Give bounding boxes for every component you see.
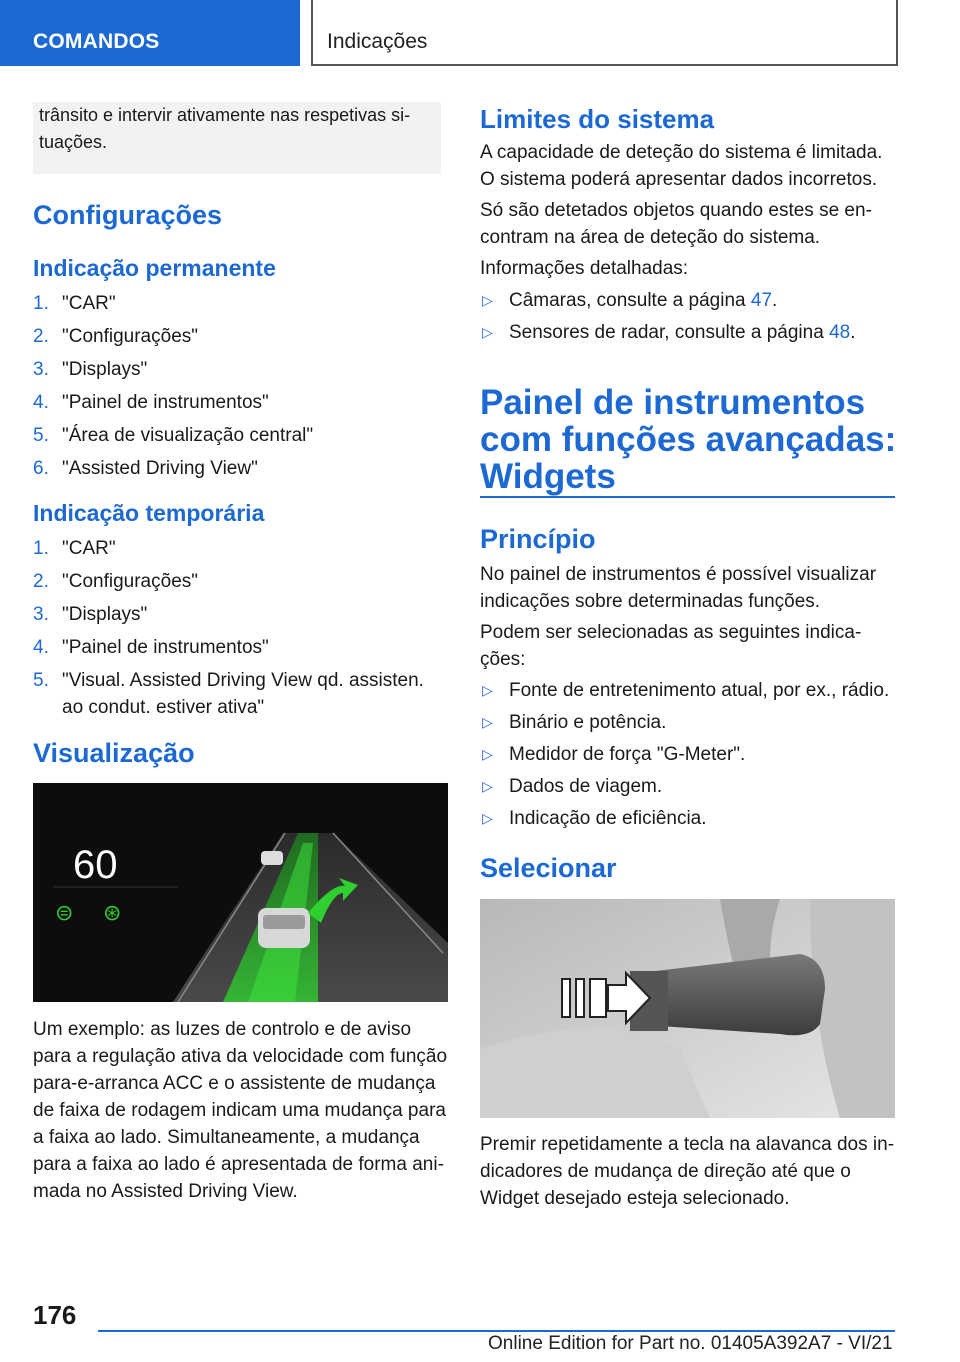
instrument-cluster-image [33, 783, 448, 1002]
chapter-rule [480, 496, 895, 498]
limits-heading: Limites do sistema [480, 104, 715, 134]
list-item: ▷ Binário e potência. [480, 709, 895, 741]
page-link[interactable]: 47 [750, 290, 773, 311]
cluster-illustration [33, 783, 448, 1002]
limits-list [480, 287, 895, 351]
steering-assist-icon: ⊛ [103, 900, 122, 925]
list-item: ▷ Câmaras, consulte a página 47. [480, 287, 895, 319]
triangle-bullet-icon: ▷ [482, 714, 493, 730]
speed-readout: 60 [73, 843, 118, 887]
list-item: 1. "CAR" [33, 538, 116, 559]
triangle-bullet-icon: ▷ [482, 292, 493, 308]
acc-warning-icon: ⊜ [55, 900, 74, 925]
stalk-image [480, 899, 895, 1118]
limits-paragraph-3: Informações detalhadas: [480, 258, 689, 279]
list-item: 4. "Painel de instrumentos" [33, 392, 269, 413]
limits-paragraph-1: A capacidade de deteção do sistema é limitada. O sistema poderá apresentar dados incorretos. [480, 142, 883, 190]
permanent-steps-list [33, 290, 448, 488]
visualization-heading: Visualização [33, 738, 195, 768]
page-link[interactable]: 48 [829, 322, 851, 343]
chapter-title-line-2: com funções avançadas: [480, 420, 897, 459]
select-heading: Selecionar [480, 853, 617, 883]
list-item: 5. "Visual. Assisted Driving View qd. assisten. ao condut. estiver ativa" [33, 670, 424, 718]
list-item: ▷ Dados de viagem. [480, 773, 895, 805]
list-item: ▷ Sensores de radar, consulte a página 48. [480, 319, 895, 351]
triangle-bullet-icon: ▷ [482, 778, 493, 794]
list-item: 1. "CAR" [33, 293, 116, 314]
edition-footer: Online Edition for Part no. 01405A392A7 - VI/21 [488, 1333, 893, 1354]
temporary-heading: Indicação temporária [33, 500, 265, 526]
continuation-note: trânsito e intervir ativamente nas respetivas situações. [33, 102, 441, 174]
triangle-bullet-icon: ▷ [482, 810, 493, 826]
temporary-steps-list [33, 535, 448, 727]
footer-rule [98, 1330, 895, 1332]
list-item: 5. "Área de visualização central" [33, 425, 314, 446]
subsection-header [311, 0, 898, 66]
principle-paragraph-1: No painel de instrumentos é possível visualizar indicações sobre determinadas funções. [480, 564, 877, 612]
cluster-caption: Um exemplo: as luzes de controlo e de aviso para a regulação ativa da velocidade com função para-e-arranca ACC e o assistente de mudança de faixa de rodagem indicam uma mudança para a faixa ao lado. Simultaneamente, a mudança para a faixa ao lado é apresentada de forma animada no Assisted Driving View. [33, 1019, 448, 1202]
triangle-bullet-icon: ▷ [482, 746, 493, 762]
list-item: ▷ Medidor de força "G-Meter". [480, 741, 895, 773]
list-item: ▷ Indicação de eficiência. [480, 805, 895, 837]
section-tab [0, 0, 300, 66]
principle-paragraph-2: Podem ser selecionadas as seguintes indicações: [480, 622, 862, 670]
list-item: 3. "Displays" [33, 604, 148, 625]
triangle-bullet-icon: ▷ [482, 324, 493, 340]
list-item: 3. "Displays" [33, 359, 148, 380]
list-item: 6. "Assisted Driving View" [33, 458, 258, 479]
principle-heading: Princípio [480, 524, 596, 554]
section-label: COMANDOS [33, 30, 160, 53]
chapter-title-line-3: Widgets [480, 457, 616, 496]
list-item: ▷ Fonte de entretenimento atual, por ex., rádio. [480, 677, 895, 709]
list-item: 4. "Painel de instrumentos" [33, 637, 269, 658]
subsection-label: Indicações [327, 30, 428, 53]
page-number: 176 [33, 1300, 77, 1330]
limits-paragraph-2: Só são detetados objetos quando estes se encontram na área de deteção do sistema. [480, 200, 872, 248]
stalk-illustration [480, 899, 895, 1118]
list-item: 2. "Configurações" [33, 571, 199, 592]
triangle-bullet-icon: ▷ [482, 682, 493, 698]
select-caption: Premir repetidamente a tecla na alavanca dos indicadores de mudança de direção até que o Widget desejado esteja selecionado. [480, 1134, 895, 1209]
list-item: 2. "Configurações" [33, 326, 199, 347]
permanent-heading: Indicação permanente [33, 255, 276, 281]
chapter-title-line-1: Painel de instrumentos [480, 383, 866, 422]
widgets-list [480, 677, 895, 837]
settings-heading: Configurações [33, 200, 223, 230]
